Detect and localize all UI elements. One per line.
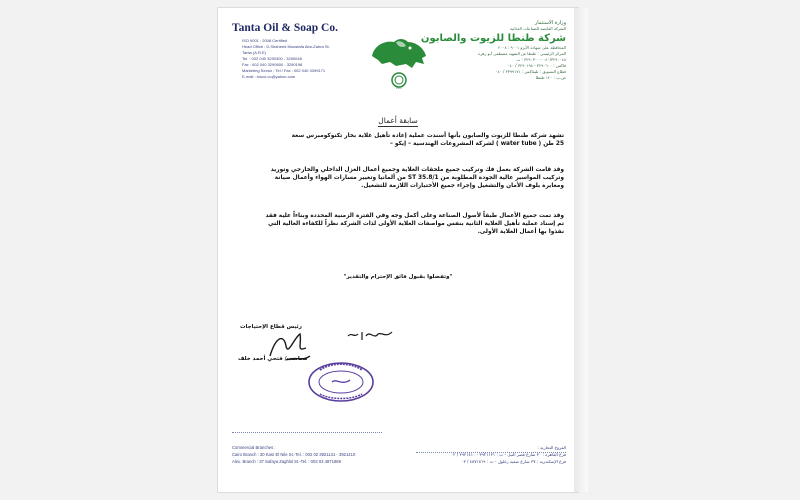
letterhead-line: Head Office : D.Shaheed Moustafa Abo-Zahra St. [242, 44, 330, 49]
footer-title: الفروع التجارية : [537, 445, 566, 450]
letterhead-arabic [420, 20, 566, 81]
paragraph-line: ومعايرة بلوف الأمان والتشغيل وإجراء جميع الأختبارات اللازمة للتشغيل. [361, 183, 564, 190]
letterhead-line: Tel. : 002 040 3290300 - 3290048 [242, 56, 302, 61]
signature-title-head: رئيس قطاع الإحتياجات [240, 324, 302, 330]
footer-title: Commercial Branches : [232, 445, 276, 450]
letterhead-line: Tanta (A.R.E) [242, 50, 267, 55]
footer-line: Alex. Branch : 37 Safaya Zaghlol St.-Tel. : 002 03 4871869 [232, 459, 341, 464]
footer-line: فرع الإسكندرية : ٣٧ شارع صفية زغلول - ت : ٤٨٧١٨٦٩ / ٠٣ [461, 459, 566, 464]
footer-line: فرع القاهرة : ٣٠ شارع قصر النيل - ت : ٣٩٢١١٣١ - ٣٩٢١٤١٠ / ٠٢ [450, 452, 566, 457]
letterhead-line: ISO 9001 : 2008 Certified [242, 38, 288, 43]
footer-line: Cairo Branch : 30 Kasr El Nile St.-Tel. : 002 02 3921131 - 3921410 [232, 452, 356, 457]
handwritten-date [346, 326, 396, 344]
accountant-signature: محاسب/ فتحي أحمد خلف [238, 356, 308, 362]
letterhead-line: E-mail : tosco.co@yahoo.com [242, 74, 296, 79]
footer-branches-arabic [451, 444, 566, 465]
document-title [218, 116, 578, 125]
paragraph-3 [244, 212, 564, 237]
paragraph-line: تشهد شركة طنطا للزيوت والصابون بأنها أسندت عملية إعادة تأهيل غلاية بخار تكنوكومبرس سعة [291, 133, 564, 139]
closing-line: "وتفضلوا بقبول فائق الإحترام والتقدير" [343, 274, 453, 280]
letterhead-line: Marketing Sector : Tel / Fax : 002 040 3399171 [242, 68, 326, 73]
company-stamp [306, 360, 376, 404]
paragraph-1 [244, 132, 564, 148]
ministry-name: وزارة الاستثمار [534, 20, 566, 26]
footer-divider [232, 432, 382, 433]
paragraph-line: تم إسناد عملية تأهيل الغلاية الثانية بنفس مواصفات الغلاية الأولى لذات الشركة نظراً للكفاءة العالية التي [268, 221, 564, 228]
company-name-english: Tanta Oil & Soap Co. [232, 22, 338, 34]
paragraph-line: نفذوا بها أعمال الغلاية الأولى. [477, 229, 564, 236]
letterhead-line: المركز الرئيسي : طنطا ش الشهيد مصطفى أبو زهرة [478, 51, 566, 56]
letterhead-line: Fax : 002 040 3290600 - 3290198 [242, 62, 303, 67]
letterhead-line: قطاع التسويق : تليفاكس : ٣٣٩٩١٧١ / ٠٤٠ [495, 69, 566, 74]
paragraph-line: وتركيب المواسير عالية الجودة المطلوبة من ST 35.8/1 من ألمانيا وتغيير مسارات الهواء وأعمال صيانة [274, 175, 564, 182]
letterhead-line: ص.ب : ١٢٠ طنطا [535, 75, 566, 80]
page-edge [574, 8, 588, 492]
document-page [218, 8, 578, 492]
svg-text:ISO: ISO [396, 86, 402, 90]
letterhead-english [232, 22, 362, 80]
paragraph-2 [244, 166, 564, 191]
holding-company: الشركة القابضة للصناعات الغذائية [509, 26, 566, 31]
letterhead-line: ٠٤٠/٣٢٩٠٠٤٨ - ٣٢٩٠٣٠٠ : ت [516, 57, 566, 62]
letterhead-line: فاكس : ٣٢٩٠٦٠٠ - ٣٢٩٠١٩٨ / ٠٤٠ [507, 63, 566, 68]
footer-branches-english [232, 444, 355, 465]
paragraph-line: وقد قامت الشركة بعمل فك وتركيب جميع ملحقات الغلاية وجميع أعمال العزل الداخلي والخارجي وتوريد [270, 167, 564, 173]
letterhead-line: المحافظة على شهادة الأيزو ٩٠٠١ : ٢٠٠٨ [498, 45, 566, 50]
paragraph-line: 25 طن ( water tube ) لشركة المشروعات الهندسية – إيكو – [389, 141, 564, 148]
paragraph-line: وقد تمت جميع الأعمال طبقاً لأصول الصناعة وعلى أكمل وجه وفي الفترة الزمنية المحددة وبناءاً عليه فقد [265, 213, 564, 219]
document-title-text: سابقة أعمال [378, 116, 418, 125]
company-name-arabic: شركة طنطا للزيوت والصابون [420, 33, 566, 44]
